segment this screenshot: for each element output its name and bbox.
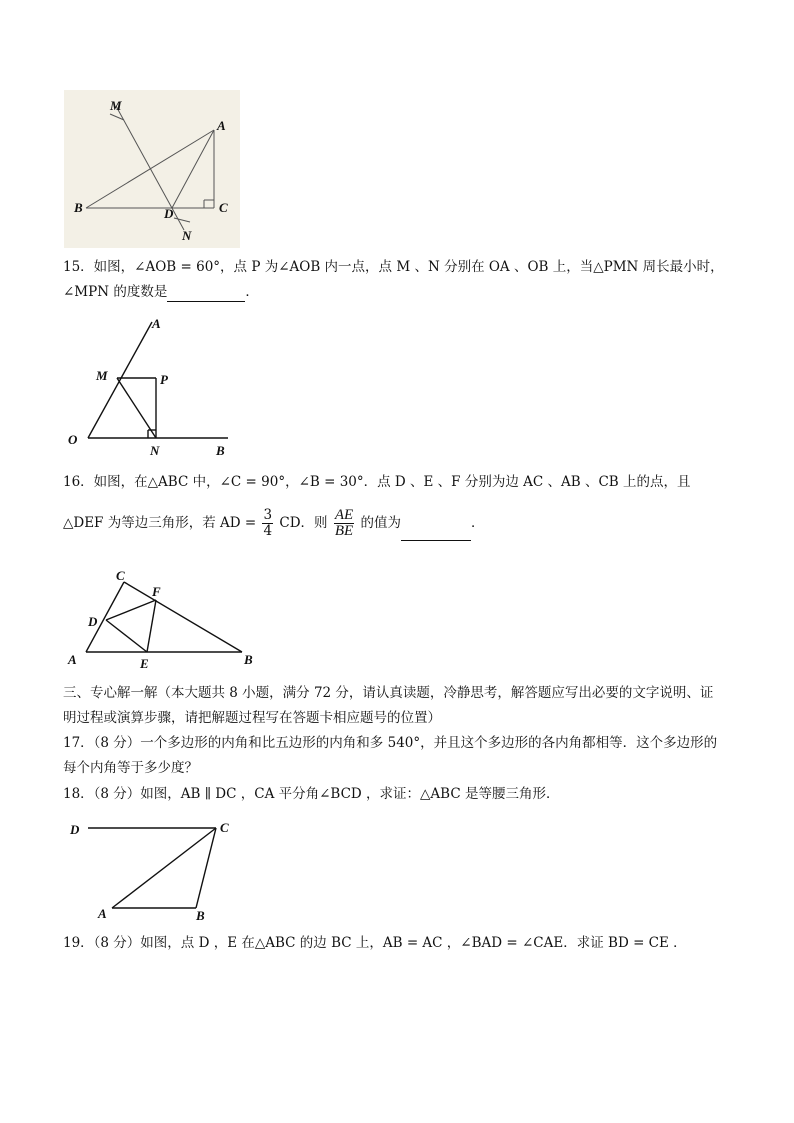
q16-line2-a: △DEF 为等边三角形，若 AD = — [63, 515, 257, 531]
q15-line2 — [63, 283, 259, 302]
q16-line2 — [63, 506, 484, 541]
q15-label-b: B — [216, 443, 225, 458]
q18-label-c: C — [220, 820, 229, 835]
q15-label-m: M — [96, 368, 108, 383]
q18-label-a: A — [98, 906, 107, 921]
q16-line2-b: CD．则 — [279, 515, 328, 531]
q15-label-a: A — [152, 316, 161, 331]
q19-line1: 19．（8 分）如图，点 D ，E 在△ABC 的边 BC 上，AB = AC ，∠BAD = ∠CAE．求证 BD = CE ． — [63, 935, 687, 951]
q16-fraction-3-4 — [262, 508, 273, 539]
q16-frac1-num: 3 — [263, 507, 273, 523]
q16-frac1-den: 4 — [263, 523, 273, 539]
scanned-figure — [64, 90, 240, 248]
q16-line2-c: 的值为 — [360, 515, 401, 531]
q16-frac2-den: BE — [334, 523, 354, 539]
q18-label-b: B — [196, 908, 205, 923]
q15-answer-blank — [167, 283, 245, 302]
q16-label-f: F — [152, 584, 161, 599]
top-label-b: B — [74, 200, 83, 215]
q16-label-a: A — [68, 652, 77, 667]
q15-line1: 15．如图，∠AOB = 60°，点 P 为∠AOB 内一点，点 M 、N 分别在 OA 、OB 上，当△PMN 周长最小时， — [63, 259, 724, 275]
q15-figure — [60, 312, 240, 462]
q16-label-e: E — [140, 656, 149, 671]
q16-line2-suffix: ． — [470, 515, 485, 531]
top-label-c: C — [219, 200, 228, 215]
q18-figure — [60, 812, 250, 924]
q15-line2-prefix: ∠MPN 的度数是 — [63, 284, 168, 300]
top-label-d: D — [164, 206, 174, 221]
q16-answer-blank — [401, 506, 471, 541]
q16-figure — [60, 562, 270, 674]
q17-line2: 每个内角等于多少度？ — [63, 760, 198, 776]
q16-fraction-ae-be — [334, 508, 354, 539]
top-label-m: M — [110, 98, 122, 113]
scanned-figure-svg — [64, 90, 240, 248]
q17-line1: 17．（8 分）一个多边形的内角和比五边形的内角和多 540°，并且这个多边形的各内角都相等．这个多边形的 — [63, 735, 718, 751]
q18-line1: 18．（8 分）如图，AB ∥ DC ，CA 平分角∠BCD ，求证：△ABC 是等腰三角形． — [63, 786, 560, 802]
q16-label-c: C — [116, 568, 125, 583]
q15-line2-suffix: ． — [245, 284, 259, 300]
top-label-a: A — [217, 118, 226, 133]
q16-label-d: D — [88, 614, 98, 629]
section3-line2: 明过程或演算步骤，请把解题过程写在答题卡相应题号的位置） — [63, 710, 441, 726]
q15-label-o: O — [68, 432, 78, 447]
section3-line1: 三、专心解一解（本大题共 8 小题，满分 72 分，请认真读题，冷静思考，解答题应写出必要的文字说明、证 — [63, 685, 714, 701]
q15-label-p: P — [160, 372, 168, 387]
top-label-n: N — [182, 228, 192, 243]
q15-label-n: N — [150, 443, 160, 458]
q16-line1: 16．如图，在△ABC 中，∠C = 90°，∠B = 30°．点 D 、E 、F 分别为边 AC 、AB 、CB 上的点，且 — [63, 474, 691, 490]
q18-label-d: D — [70, 822, 80, 837]
q16-frac2-num: AE — [334, 507, 354, 523]
q16-label-b: B — [244, 652, 253, 667]
